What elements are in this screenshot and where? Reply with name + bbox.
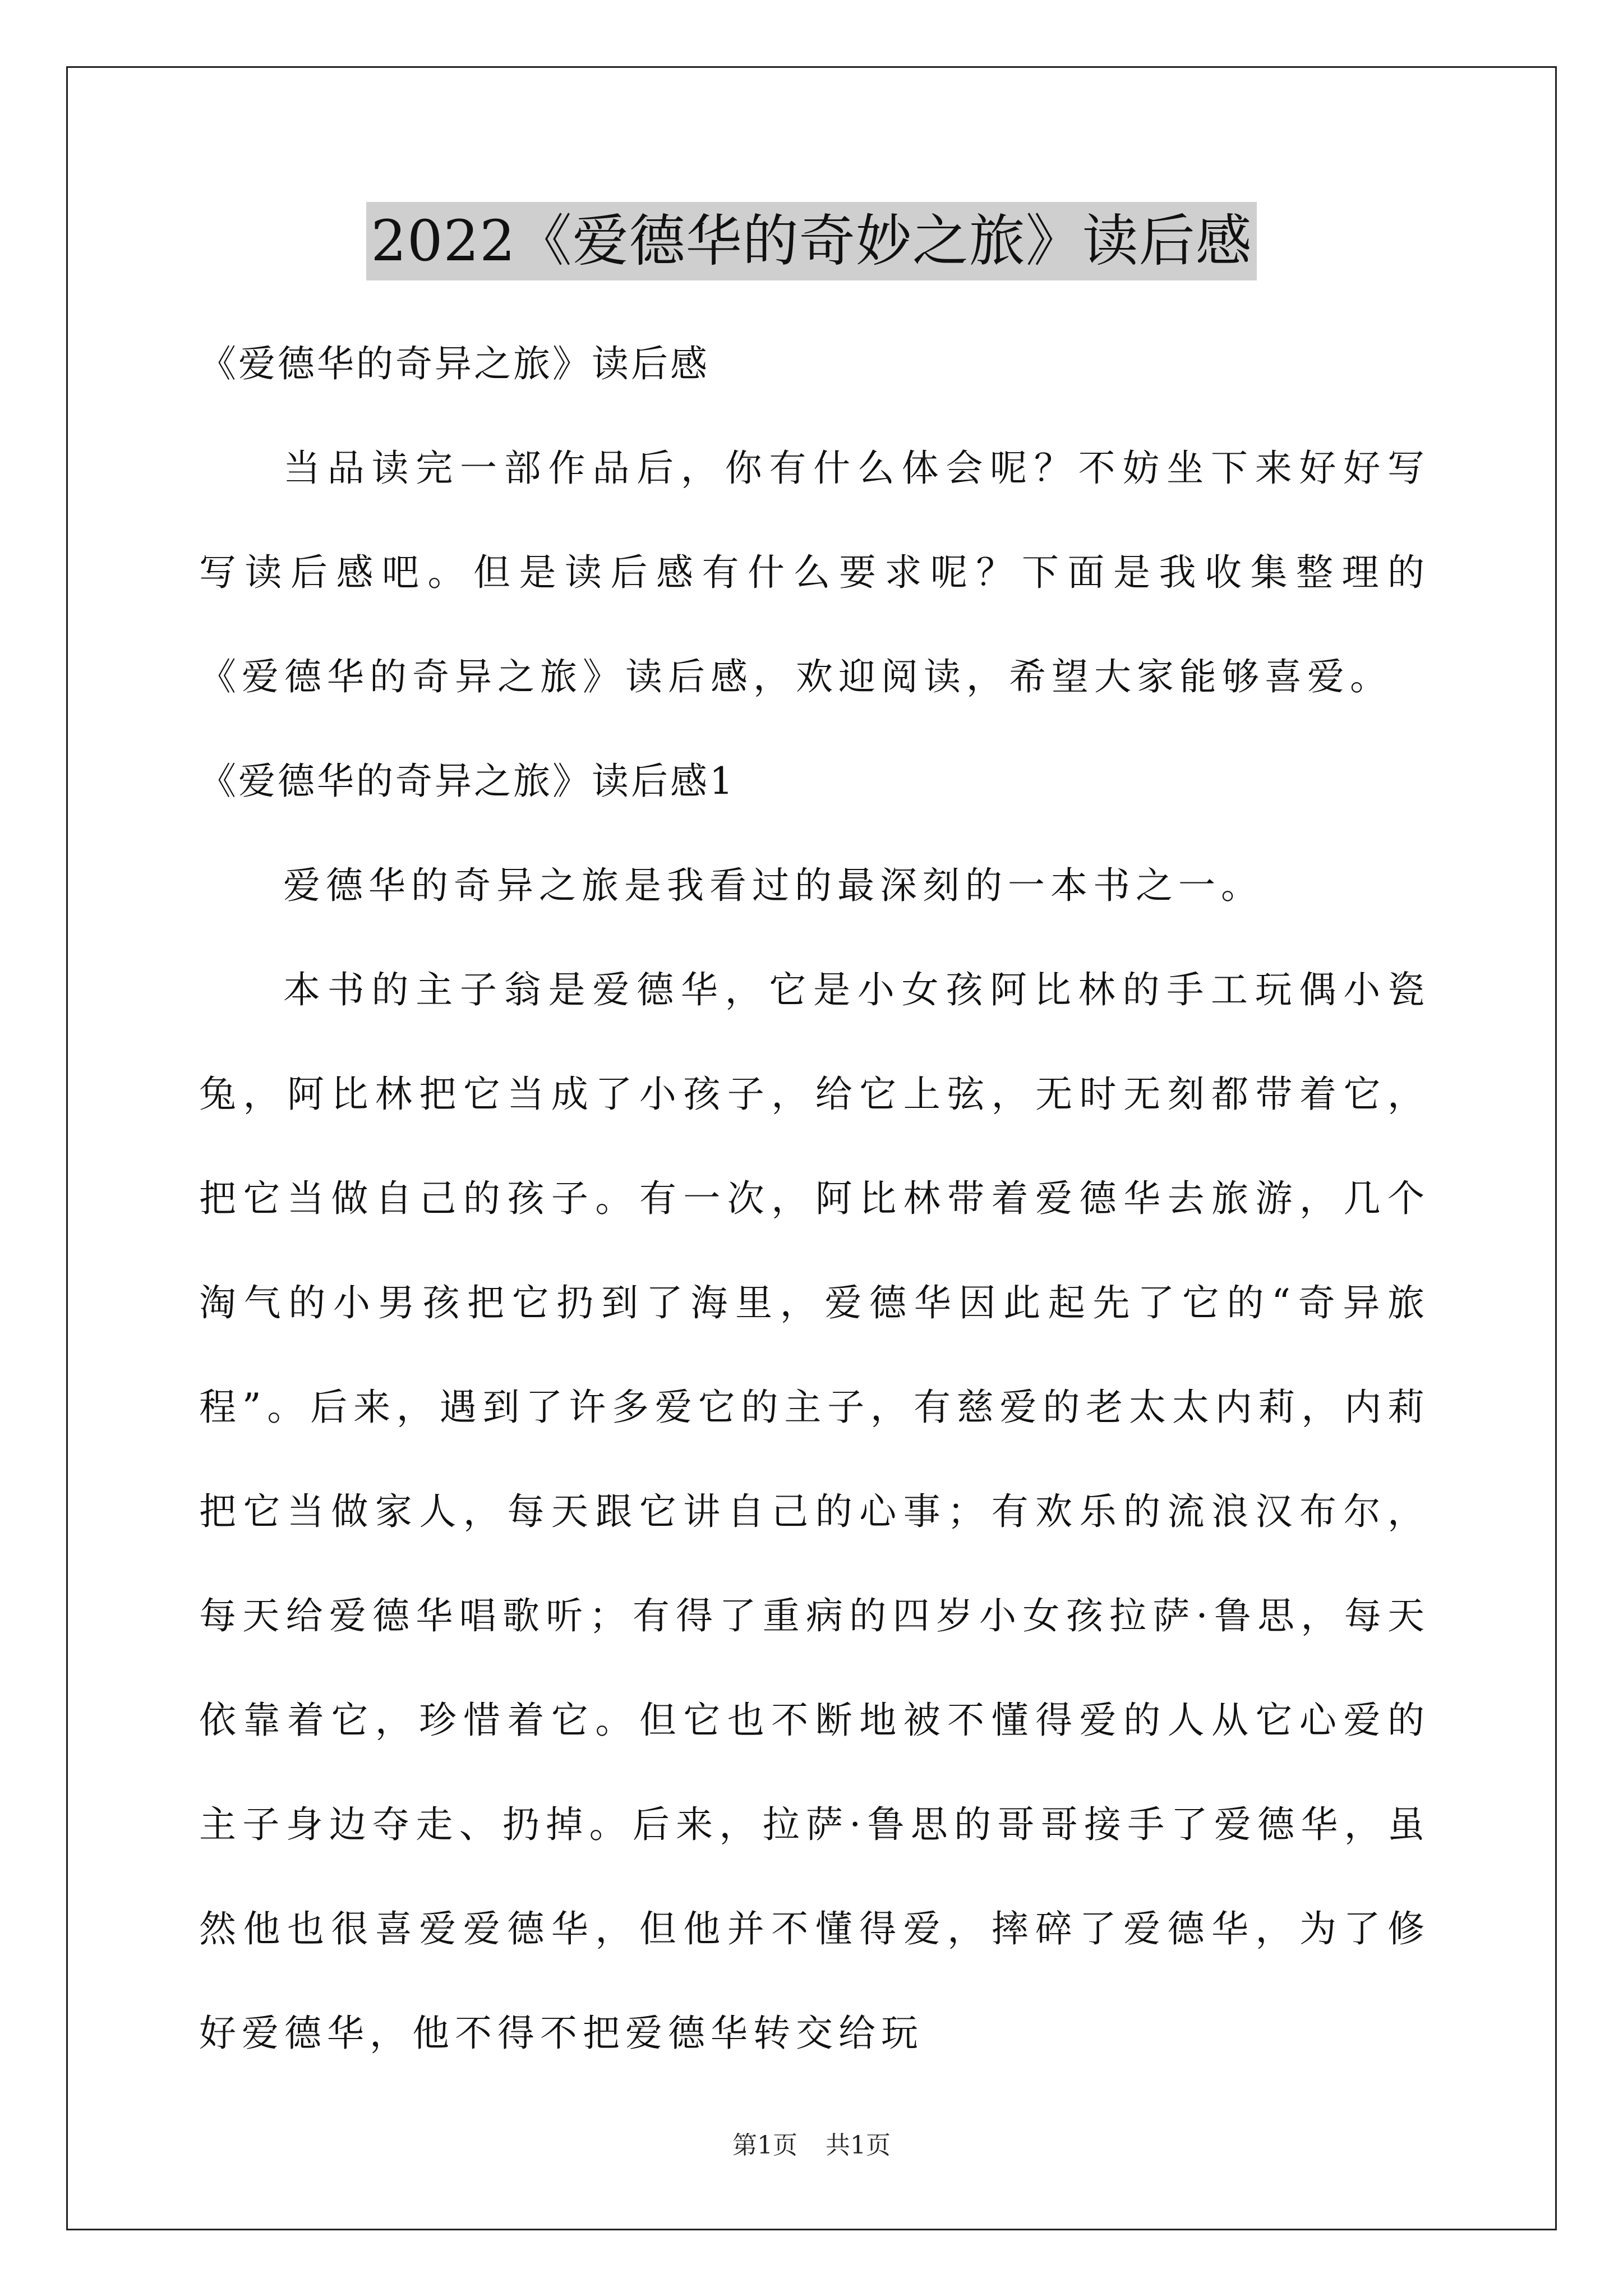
page-number: 第1页 [732,2131,797,2160]
intro-paragraph: 当品读完一部作品后，你有什么体会呢？不妨坐下来好好写写读后感吧。但是读后感有什么要求呢？下面是我收集整理的《爱德华的奇异之旅》读后感，欢迎阅读，希望大家能够喜爱。 [199,447,1430,698]
page-title: 2022《爱德华的奇妙之旅》读后感 [366,202,1257,280]
section-heading: 《爱德华的奇异之旅》读后感 [199,342,709,385]
title-container [0,202,1623,280]
document-body [199,312,1430,2086]
page-total: 共1页 [826,2131,891,2160]
section-heading: 《爱德华的奇异之旅》读后感1 [199,760,735,803]
body-paragraph: 本书的主子翁是爱德华，它是小女孩阿比林的手工玩偶小瓷兔，阿比林把它当成了小孩子，给它上弦，无时无刻都带着它，把它当做自己的孩子。有一次，阿比林带着爱德华去旅游，几个淘气的小男孩把它扔到了海里，爱德华因此起先了它的“奇异旅程”。后来，遇到了许多爱它的主子，有慈爱的老太太内莉，内莉把它当做家人，每天跟它讲自己的心事；有欢乐的流浪汉布尔，每天给爱德华唱歌听；有得了重病的四岁小女孩拉萨·鲁思，每天依靠着它，珍惜着它。但它也不断地被不懂得爱的人从它心爱的主子身边夺走、扔掉。后来，拉萨·鲁思的哥哥接手了爱德华，虽然他也很喜爱爱德华，但他并不懂得爱，摔碎了爱德华，为了修好爱德华，他不得不把爱德华转交给玩 [199,968,1430,2055]
body-paragraph: 爱德华的奇异之旅是我看过的最深刻的一本书之一。 [283,864,1264,907]
page-footer [0,2129,1623,2162]
